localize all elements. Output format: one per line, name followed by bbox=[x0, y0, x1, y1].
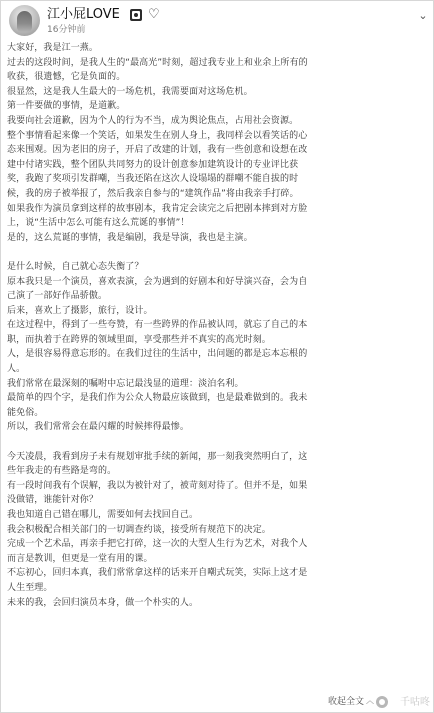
post-text-line: 候，我的房子被举报了，然后我亲自参与的“建筑作品”将由我亲手打碎。 bbox=[7, 188, 299, 199]
post-time: 16分钟前 bbox=[47, 25, 86, 35]
post-text-line: 今天凌晨，我看到房子未有规划审批手续的新闻，那一刻我突然明白了，这 bbox=[7, 451, 308, 462]
post-text-line: 些年我走的有些路是弯的。 bbox=[7, 466, 117, 477]
post-text-line: 我也知道自己错在哪儿，需要如何去找回自己。 bbox=[7, 510, 199, 520]
collapse-label: 收起全文 bbox=[327, 697, 364, 707]
post-text-line: 己演了一部好作品骄傲。 bbox=[7, 291, 108, 302]
post-text-line: 完成一个艺术品，再亲手把它打碎，这一次的大型人生行为艺术，对我个人 bbox=[7, 539, 308, 550]
post-text-line: 所以，我们常常会在最闪耀的时候摔得最惨。 bbox=[7, 422, 190, 433]
post-text-line: 我们常常在最深刻的嘱咐中忘记最浅显的道理：淡泊名利。 bbox=[7, 378, 244, 389]
post-text-line: 态来围观。因为老旧的房子，开启了改建的计划，我有一些创意和设想在改 bbox=[7, 145, 308, 156]
heart-icon: ♡ bbox=[148, 7, 160, 22]
post-text-line: 不忘初心，回归本真，我们常常拿这样的话来开自嘲式玩笑，实际上这才是 bbox=[7, 568, 308, 579]
post-text-line: 人，是很容易得意忘形的。在我们过往的生活中，出问题的都是忘本忘根的 bbox=[7, 349, 308, 360]
author-name[interactable]: 江小屁LOVE bbox=[47, 7, 120, 22]
watermark-icon bbox=[376, 696, 388, 708]
paragraph-spacer bbox=[7, 435, 428, 450]
post-text-line: 没做错，谁能针对你？ bbox=[7, 495, 99, 506]
post-text-line: 很显然，这是我人生最大的一场危机，我需要面对这场危机。 bbox=[7, 86, 253, 97]
post-text-line: 我会积极配合相关部门的一切调查约谈，接受所有规范下的决定。 bbox=[7, 524, 271, 535]
post-text-line: 最简单的四个字，是我们作为公众人物最应该做到，也是最难做到的。我未 bbox=[7, 393, 308, 404]
post-text-line: 有一段时间我有个误解，我以为被针对了，被苛刻对待了。但并不是，如果 bbox=[7, 480, 308, 491]
post-text-line: 整个事情看起来像一个笑话，如果发生在别人身上，我同样会以看笑话的心 bbox=[7, 130, 308, 141]
chevron-down-icon[interactable]: ⌄ bbox=[418, 9, 428, 22]
post-text-line: 过去的这段时间，是我人生的“最高光”时刻，超过我专业上和业余上所有的 bbox=[7, 57, 308, 68]
avatar-image-shape bbox=[17, 11, 32, 32]
post-text-line: 后来，喜欢上了摄影，旅行，设计。 bbox=[7, 305, 153, 316]
post-text-line: 原本我只是一个演员，喜欢表演，会为遇到的好剧本和好导演兴奋，会为自 bbox=[7, 276, 308, 287]
post-text-line: 职，而执着于在跨界的领域里面，享受那些并不真实的高光时刻。 bbox=[7, 334, 271, 345]
chevron-up-icon: ︿ bbox=[366, 696, 374, 705]
post-text-line: 未来的我，会回归演员本身，做一个朴实的人。 bbox=[7, 597, 199, 608]
post-footer bbox=[1, 690, 434, 712]
post-text-line: 收获，很遗憾，它是负面的。 bbox=[7, 72, 126, 83]
avatar[interactable] bbox=[9, 5, 40, 36]
post-text-line: 大家好，我是江一燕。 bbox=[7, 43, 99, 53]
paragraph-spacer bbox=[7, 245, 428, 260]
post-text-line: 人。 bbox=[7, 364, 26, 375]
post-header bbox=[9, 5, 429, 37]
post-text-line: 人生至理。 bbox=[7, 582, 53, 593]
collapse-button[interactable] bbox=[328, 697, 374, 707]
post-text-line: 是的，这么荒诞的事情，我是编剧，我是导演，我也是主演。 bbox=[7, 232, 253, 243]
post-text-line: 我要向社会道歉，因为个人的行为不当，成为舆论焦点，占用社会资源。 bbox=[7, 115, 299, 126]
post-text-line: 在这过程中，得到了一些夸赞，有一些跨界的作品被认同，就忘了自己的本 bbox=[7, 320, 308, 331]
verified-icon bbox=[130, 9, 142, 21]
post-text-line: 如果我作为演员拿到这样的故事剧本，我肯定会读完之后把剧本摔到对方脸 bbox=[7, 203, 308, 214]
post-text-line: 奖，我跑了奖项引发群嘲，当我还陷在这次人设塌塌的群嘲不能自拔的时 bbox=[7, 174, 299, 185]
post-text-line: 上，说“生活中怎么可能有这么荒诞的事情”！ bbox=[7, 218, 190, 229]
post-body bbox=[7, 41, 428, 610]
post-text-line: 建中付诸实践，整个团队共同努力的设计创意参加建筑设计的专业评比获 bbox=[7, 159, 299, 170]
watermark-text: 千咕咚 bbox=[400, 697, 430, 708]
post-text-line: 能免俗。 bbox=[7, 407, 44, 418]
post-text-line: 是什么时候，自己就心态失衡了？ bbox=[7, 261, 144, 272]
post-text-line: 第一件要做的事情，是道歉。 bbox=[7, 101, 126, 112]
post-text-line: 而言是教训，但更是一堂有用的课。 bbox=[7, 553, 153, 564]
